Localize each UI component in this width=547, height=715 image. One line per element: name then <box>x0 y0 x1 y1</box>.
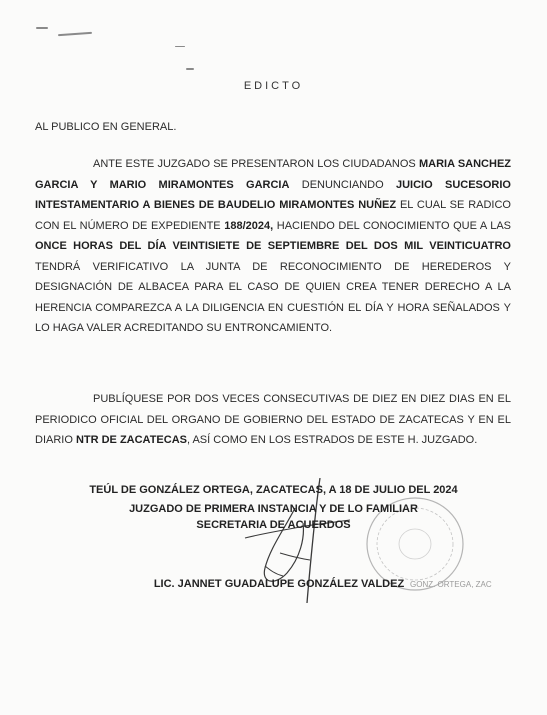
scan-mark <box>175 46 185 47</box>
place-and-date: TEÚL DE GONZÁLEZ ORTEGA, ZACATECAS, A 18 DE JULIO DEL 2024 <box>89 484 458 496</box>
document-title: EDICTO <box>243 80 304 92</box>
secretary-title: SECRETARIA DE ACUERDOS <box>196 519 351 531</box>
paragraph-main: ANTE ESTE JUZGADO SE PRESENTARON LOS CIUDADANOS MARIA SANCHEZ GARCIA Y MARIO MIRAMONTES GARCIA DENUNCIANDO JUICIO SUCESORIO INTESTAMENTARIO A BIENES DE BAUDELIO MIRAMONTES NUÑEZ EL CUAL SE RADICO CON EL NÚMERO DE EXPEDIENTE 188/2024, HACIENDO DEL CONOCIMIENTO QUE A LAS ONCE HORAS DEL DÍA VEINTISIETE DE SEPTIEMBRE DEL DOS MIL VEINTICUATRO TENDRÁ VERIFICATIVO LA JUNTA DE RECONOCIMIENTO DE HEREDEROS Y DESIGNACIÓN DE ALBACEA PARA EL CASO DE QUIEN CREA TENER DERECHO A LA HERENCIA COMPAREZCA A LA DILIGENCIA EN CUESTIÓN EL DÍA Y HORA SEÑALADOS Y LO HAGA VALER ACREDITANDO SU ENTRONCAMIENTO. <box>35 158 512 334</box>
salutation: AL PUBLICO EN GENERAL. <box>35 121 177 133</box>
signer-name: LIC. JANNET GUADALUPE GONZÁLEZ VALDEZ <box>153 578 405 590</box>
scan-mark <box>58 32 92 36</box>
scan-mark <box>186 68 194 70</box>
scan-mark <box>36 27 48 29</box>
seal-text: GONZ. ORTEGA, ZAC <box>410 580 492 589</box>
paragraph-publication: PUBLÍQUESE POR DOS VECES CONSECUTIVAS DE DIEZ EN DIEZ DIAS EN EL PERIODICO OFICIAL DEL ORGANO DE GOBIERNO DEL ESTADO DE ZACATECAS Y EN EL DIARIO NTR DE ZACATECAS, ASÍ COMO EN LOS ESTRADOS DE ESTE H. JUZGADO. <box>35 393 511 446</box>
court-name: JUZGADO DE PRIMERA INSTANCIA Y DE LO FAMILIAR <box>129 503 418 515</box>
